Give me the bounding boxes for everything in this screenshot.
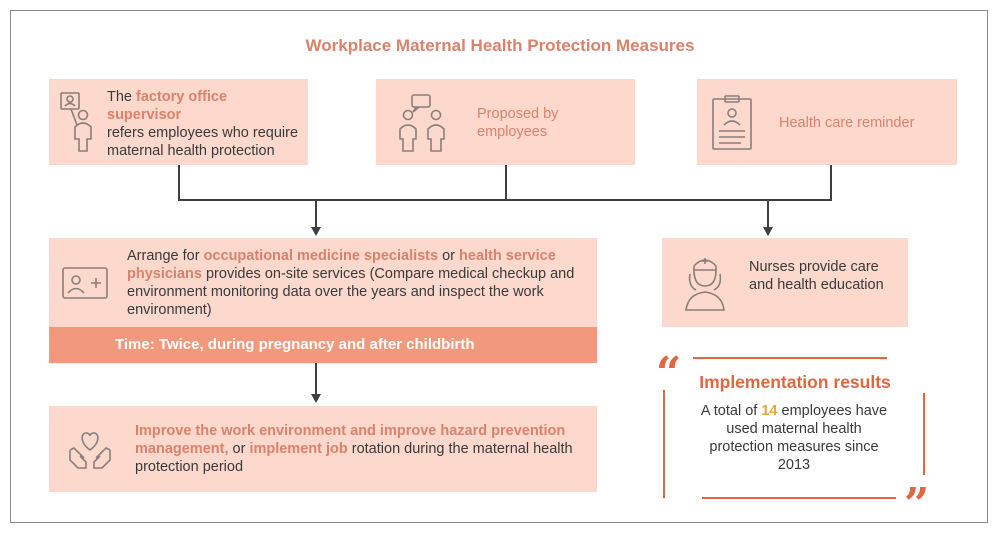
time-bar: Time: Twice, during pregnancy and after childbirth [49,327,597,363]
improve-box [49,406,597,492]
onsite-mid: or [438,248,460,264]
connector-to-onsite [315,200,317,228]
supervisor-text [107,88,303,160]
supervisor-pre: The [107,89,137,105]
results-bottom-line [702,497,896,499]
results-count: 14 [761,403,778,419]
improve-highlight-environment: Improve the work environment and improve hazard prevention management, [135,423,566,457]
doctor-id-card-icon [61,266,109,300]
reminder-text: Health care reminder [779,115,915,131]
supervisor-box [49,79,308,165]
connector-horizontal [178,199,832,201]
employees-box [376,79,635,165]
onsite-post: provides on-site services (Compare medical checkup and environment monitoring data over the years and inspect the work environment) [127,266,575,318]
onsite-box [49,238,597,328]
medical-record-icon [711,95,755,151]
improve-post: rotation during the maternal health protection period [135,441,573,475]
supervisor-highlight: factory office supervisor [107,89,228,123]
arrow-to-nurses [763,227,773,236]
connector-employees-down [505,165,507,200]
diagram-title: Workplace Maternal Health Protection Measures [305,36,695,55]
results-pre: A total of [700,403,762,419]
reminder-box [697,79,957,165]
results-text [698,402,890,474]
onsite-text [127,247,587,319]
nurses-text: Nurses provide care and health education [749,259,884,293]
arrow-to-improve [311,394,321,403]
connector-supervisor-down [178,165,180,200]
heart-hands-icon [67,428,113,470]
nurse-icon [684,254,726,312]
results-left-line [663,390,665,498]
results-heading: Implementation results [699,372,891,392]
improve-text [135,422,587,476]
open-quote-mark: “ [656,348,682,399]
connector-to-improve [315,363,317,395]
onsite-highlight-specialists: occupational medicine specialists [203,248,439,264]
results-right-line [923,393,925,475]
close-quote-mark: ” [904,479,930,530]
onsite-pre: Arrange for [127,248,204,264]
results-post: employees have used maternal health protection measures since 2013 [709,403,888,473]
results-top-line [693,357,887,359]
onsite-highlight-physicians: health service physicians [127,248,556,282]
two-people-speech-icon [396,93,450,153]
connector-reminder-down [830,165,832,200]
connector-to-nurses [767,200,769,228]
arrow-to-onsite [311,227,321,236]
employees-text: Proposed by employees [477,106,559,140]
improve-mid: or [228,441,250,457]
nurses-box [662,238,908,327]
supervisor-post: refers employees who require maternal health protection [107,125,299,159]
improve-highlight-rotation: implement job [249,441,348,457]
supervisor-board-icon [57,91,97,153]
